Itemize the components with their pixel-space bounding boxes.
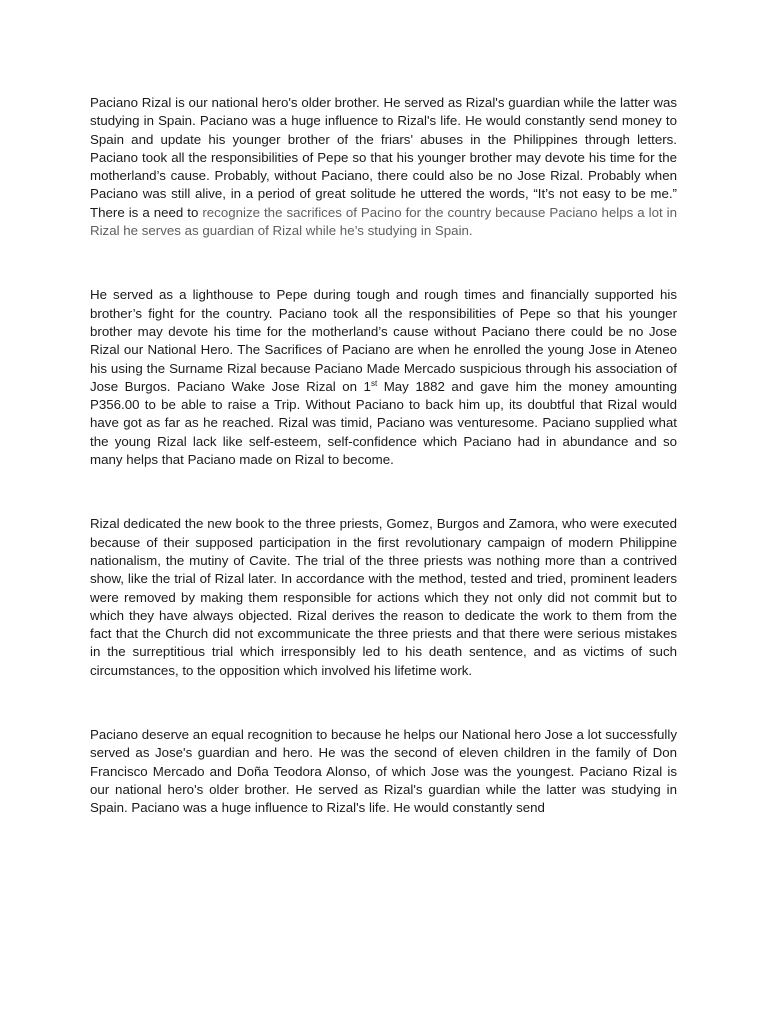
ordinal-superscript: st: [370, 378, 378, 388]
paragraph-2-text-b: May 1882 and gave him the money amounting P356.00 to be able to raise a Trip. Without Paciano to back him up, its doubtful that Rizal would have got as far as he reached. Rizal was timid, Paciano was venturesome. Paciano supplied what the young Rizal lack like self-esteem, self-confidence which Paciano had in abundance and so many helps that Paciano made on Rizal to become.: [90, 378, 677, 468]
document-page: [90, 94, 677, 818]
paragraph-2: [90, 286, 677, 469]
paragraph-2-text-a: He served as a lighthouse to Pepe during tough and rough times and financially supported his brother’s fight for the country. Paciano took all the responsibilities of Pepe so that his younger brother may devote his time for the motherland’s cause without Paciano there could be no Jose Rizal our National Hero. The Sacrifices of Paciano are when he enrolled the young Jose in Ateneo his using the Surname Rizal because Paciano Made Mercado suspicious through his association of Jose Burgos. Paciano Wake Jose Rizal on 1: [90, 287, 677, 394]
paragraph-4: Paciano deserve an equal recognition to because he helps our National hero Jose a lot successfully served as Jose's guardian and hero. He was the second of eleven children in the family of Don Francisco Mercado and Doña Teodora Alonso, of which Jose was the youngest. Paciano Rizal is our national hero's older brother. He served as Rizal's guardian while the latter was studying in Spain. Paciano was a huge influence to Rizal's life. He would constantly send: [90, 727, 677, 816]
paragraph-3: Rizal dedicated the new book to the three priests, Gomez, Burgos and Zamora, who were executed because of their supposed participation in the first revolutionary campaign of modern Philippine nationalism, the mutiny of Cavite. The trial of the three priests was nothing more than a contrived show, like the trial of Rizal later. In accordance with the method, tested and tried, prominent leaders were removed by making them responsible for actions which they not only did not commit but to which they have always objected. Rizal derives the reason to dedicate the work to them from the fact that the Church did not excommunicate the three priests and that there were serious mistakes in the surreptitious trial which irresponsibly led to his death sentence, and as victims of such circumstances, to the opposition which involved his lifetime work.: [90, 516, 677, 678]
paragraph-1: [90, 94, 677, 240]
paragraph-1-highlight: recognize the sacrifices of Pacino for the country because Paciano helps a lot in Rizal he serves as guardian of Rizal while he’s studying in Spain.: [90, 204, 677, 239]
paragraph-1-text: Paciano Rizal is our national hero's older brother. He served as Rizal's guardian while the latter was studying in Spain. Paciano was a huge influence to Rizal's life. He would constantly send money to Spain and update his younger brother of the friars' abuses in the Philippines through letters. Paciano took all the responsibilities of Pepe so that his younger brother may devote his time for the motherland’s cause. Probably, without Paciano, there could also be no Jose Rizal. Probably when Paciano was still alive, in a period of great solitude he uttered the words, “It’s not easy to be me.” There is a need to: [90, 95, 677, 220]
